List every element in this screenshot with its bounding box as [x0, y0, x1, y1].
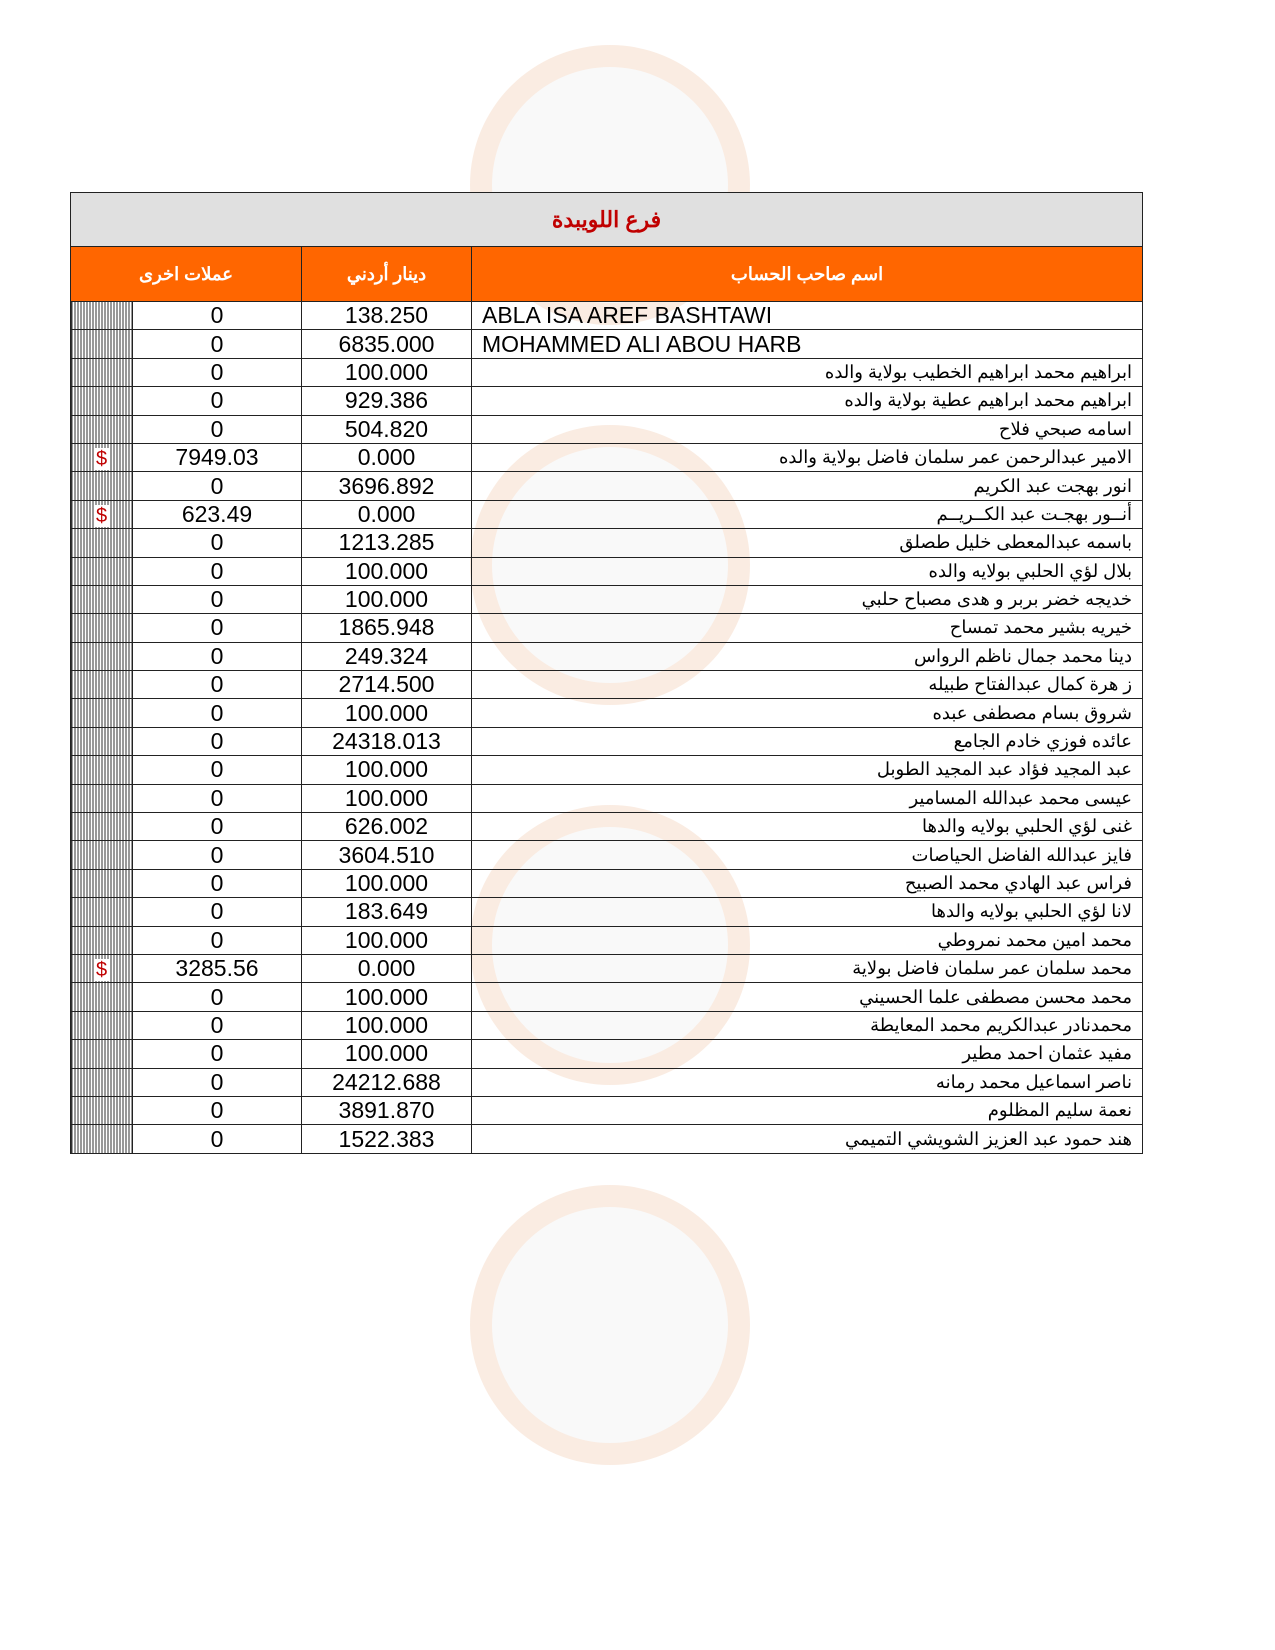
table-row	[71, 557, 1143, 585]
row-marker	[71, 642, 133, 670]
row-marker	[71, 983, 133, 1011]
account-name-cell: محمد امين محمد نمروطي	[472, 926, 1143, 954]
jod-cell: 100.000	[302, 585, 472, 613]
table-row	[71, 415, 1143, 443]
account-name-cell: ناصر اسماعيل محمد رمانه	[472, 1068, 1143, 1096]
account-name-cell: باسمه عبدالمعطى خليل طصلق	[472, 529, 1143, 557]
jod-cell: 24212.688	[302, 1068, 472, 1096]
table-row	[71, 671, 1143, 699]
table-row	[71, 926, 1143, 954]
other-currency-cell: 0	[133, 898, 302, 926]
jod-cell: 100.000	[302, 983, 472, 1011]
row-marker	[71, 302, 133, 330]
table-row	[71, 1096, 1143, 1124]
header-account-name: اسم صاحب الحساب	[472, 247, 1143, 302]
jod-cell: 249.324	[302, 642, 472, 670]
watermark-clock-logo	[470, 1185, 750, 1465]
row-marker	[71, 841, 133, 869]
row-marker	[71, 926, 133, 954]
other-currency-cell: 0	[133, 330, 302, 358]
row-marker	[71, 529, 133, 557]
other-currency-cell: 0	[133, 1068, 302, 1096]
account-name-cell: عيسى محمد عبدالله المسامير	[472, 784, 1143, 812]
jod-cell: 100.000	[302, 784, 472, 812]
row-marker	[71, 472, 133, 500]
table-row	[71, 585, 1143, 613]
row-marker	[71, 784, 133, 812]
account-name-cell: ابراهيم محمد ابراهيم الخطيب بولاية والده	[472, 358, 1143, 386]
account-name-cell: فراس عبد الهادي محمد الصبيح	[472, 869, 1143, 897]
row-marker	[71, 1125, 133, 1153]
jod-cell: 100.000	[302, 557, 472, 585]
jod-cell: 2714.500	[302, 671, 472, 699]
account-name-cell: خديجه خضر بربر و هدى مصباح حلبي	[472, 585, 1143, 613]
row-marker	[71, 869, 133, 897]
jod-cell: 100.000	[302, 869, 472, 897]
account-name-cell: خيريه بشير محمد تمساح	[472, 614, 1143, 642]
account-name-cell: مفيد عثمان احمد مطير	[472, 1040, 1143, 1068]
other-currency-cell: 7949.03	[133, 443, 302, 471]
table-row	[71, 1011, 1143, 1039]
row-marker	[71, 898, 133, 926]
row-marker	[71, 358, 133, 386]
account-name-cell: هند حمود عبد العزيز الشويشي التميمي	[472, 1125, 1143, 1153]
accounts-table	[70, 192, 1143, 1154]
jod-cell: 626.002	[302, 813, 472, 841]
other-currency-cell: 0	[133, 1011, 302, 1039]
other-currency-cell: 0	[133, 358, 302, 386]
row-marker	[71, 585, 133, 613]
row-marker	[71, 756, 133, 784]
other-currency-cell: 0	[133, 302, 302, 330]
jod-cell: 100.000	[302, 1040, 472, 1068]
table-row	[71, 642, 1143, 670]
jod-cell: 1865.948	[302, 614, 472, 642]
jod-cell: 929.386	[302, 387, 472, 415]
branch-title: فرع اللويبدة	[71, 193, 1143, 247]
table-row	[71, 1068, 1143, 1096]
jod-cell: 1213.285	[302, 529, 472, 557]
account-name-cell: أنــور بهجـت عبد الكــريــم	[472, 500, 1143, 528]
account-name-cell: اسامه صبحي فلاح	[472, 415, 1143, 443]
other-currency-cell: 623.49	[133, 500, 302, 528]
account-name-cell: دينا محمد جمال ناظم الرواس	[472, 642, 1143, 670]
other-currency-cell: 0	[133, 756, 302, 784]
jod-cell: 100.000	[302, 699, 472, 727]
table-row	[71, 1125, 1143, 1153]
jod-cell: 0.000	[302, 954, 472, 982]
account-name-cell: شروق بسام مصطفى عبده	[472, 699, 1143, 727]
other-currency-cell: 0	[133, 671, 302, 699]
account-name-cell: الامير عبدالرحمن عمر سلمان فاضل بولاية والده	[472, 443, 1143, 471]
row-marker	[71, 415, 133, 443]
row-marker	[71, 1040, 133, 1068]
table-row	[71, 756, 1143, 784]
jod-cell: 100.000	[302, 756, 472, 784]
jod-cell: 3891.870	[302, 1096, 472, 1124]
other-currency-cell: 0	[133, 614, 302, 642]
row-marker	[71, 813, 133, 841]
row-marker	[71, 387, 133, 415]
other-currency-cell: 0	[133, 699, 302, 727]
row-marker	[71, 699, 133, 727]
jod-cell: 138.250	[302, 302, 472, 330]
row-marker	[71, 330, 133, 358]
account-name-cell: محمد سلمان عمر سلمان فاضل بولاية	[472, 954, 1143, 982]
jod-cell: 24318.013	[302, 727, 472, 755]
other-currency-cell: 0	[133, 387, 302, 415]
table-row	[71, 1040, 1143, 1068]
account-name-cell: عبد المجيد فؤاد عبد المجيد الطوبل	[472, 756, 1143, 784]
table-row	[71, 954, 1143, 982]
other-currency-cell: 0	[133, 1125, 302, 1153]
jod-cell: 0.000	[302, 500, 472, 528]
jod-cell: 6835.000	[302, 330, 472, 358]
account-name-cell: ز هرة كمال عبدالفتاح طبيله	[472, 671, 1143, 699]
table-row	[71, 358, 1143, 386]
header-row	[71, 247, 1143, 302]
row-marker	[71, 614, 133, 642]
row-marker	[71, 727, 133, 755]
table-row	[71, 784, 1143, 812]
table-row	[71, 699, 1143, 727]
table-row	[71, 983, 1143, 1011]
jod-cell: 100.000	[302, 1011, 472, 1039]
table-row	[71, 727, 1143, 755]
row-marker	[71, 954, 133, 982]
account-name-cell: محمدنادر عبدالكريم محمد المعايطة	[472, 1011, 1143, 1039]
other-currency-cell: 0	[133, 869, 302, 897]
jod-cell: 3696.892	[302, 472, 472, 500]
table-row	[71, 898, 1143, 926]
row-marker	[71, 500, 133, 528]
branch-title-row	[71, 193, 1143, 247]
other-currency-cell: 0	[133, 841, 302, 869]
account-name-cell: فايز عبدالله الفاضل الحياصات	[472, 841, 1143, 869]
account-name-cell: لانا لؤي الحلبي بولايه والدها	[472, 898, 1143, 926]
other-currency-cell: 0	[133, 926, 302, 954]
account-name-cell: ابراهيم محمد ابراهيم عطية بولاية والده	[472, 387, 1143, 415]
dollar-icon: $	[95, 448, 108, 471]
jod-cell: 100.000	[302, 926, 472, 954]
table-row	[71, 302, 1143, 330]
table-row	[71, 387, 1143, 415]
table-row	[71, 813, 1143, 841]
jod-cell: 0.000	[302, 443, 472, 471]
header-jod: دينار أردني	[302, 247, 472, 302]
header-other-currencies: عملات اخرى	[71, 247, 302, 302]
other-currency-cell: 0	[133, 983, 302, 1011]
row-marker	[71, 443, 133, 471]
account-name-cell: نعمة سليم المظلوم	[472, 1096, 1143, 1124]
other-currency-cell: 0	[133, 557, 302, 585]
other-currency-cell: 0	[133, 642, 302, 670]
table-row	[71, 529, 1143, 557]
jod-cell: 100.000	[302, 358, 472, 386]
table-row	[71, 443, 1143, 471]
other-currency-cell: 0	[133, 813, 302, 841]
account-name-cell: محمد محسن مصطفى علما الحسيني	[472, 983, 1143, 1011]
account-name-cell: عائده فوزي خادم الجامع	[472, 727, 1143, 755]
other-currency-cell: 0	[133, 472, 302, 500]
other-currency-cell: 0	[133, 784, 302, 812]
table-row	[71, 500, 1143, 528]
dollar-icon: $	[95, 959, 108, 982]
other-currency-cell: 0	[133, 1096, 302, 1124]
jod-cell: 1522.383	[302, 1125, 472, 1153]
row-marker	[71, 557, 133, 585]
table-row	[71, 614, 1143, 642]
other-currency-cell: 0	[133, 1040, 302, 1068]
row-marker	[71, 1011, 133, 1039]
table-row	[71, 330, 1143, 358]
dollar-icon: $	[95, 504, 108, 527]
other-currency-cell: 3285.56	[133, 954, 302, 982]
row-marker	[71, 1068, 133, 1096]
table-row	[71, 472, 1143, 500]
account-name-cell: MOHAMMED ALI ABOU HARB	[472, 330, 1143, 358]
jod-cell: 3604.510	[302, 841, 472, 869]
account-name-cell: انور بهجت عبد الكريم	[472, 472, 1143, 500]
table-row	[71, 869, 1143, 897]
account-name-cell: ABLA ISA AREF BASHTAWI	[472, 302, 1143, 330]
account-name-cell: غنى لؤي الحلبي بولايه والدها	[472, 813, 1143, 841]
other-currency-cell: 0	[133, 585, 302, 613]
row-marker	[71, 671, 133, 699]
jod-cell: 183.649	[302, 898, 472, 926]
table-row	[71, 841, 1143, 869]
other-currency-cell: 0	[133, 529, 302, 557]
row-marker	[71, 1096, 133, 1124]
account-name-cell: بلال لؤي الحلبي بولايه والده	[472, 557, 1143, 585]
other-currency-cell: 0	[133, 415, 302, 443]
other-currency-cell: 0	[133, 727, 302, 755]
jod-cell: 504.820	[302, 415, 472, 443]
